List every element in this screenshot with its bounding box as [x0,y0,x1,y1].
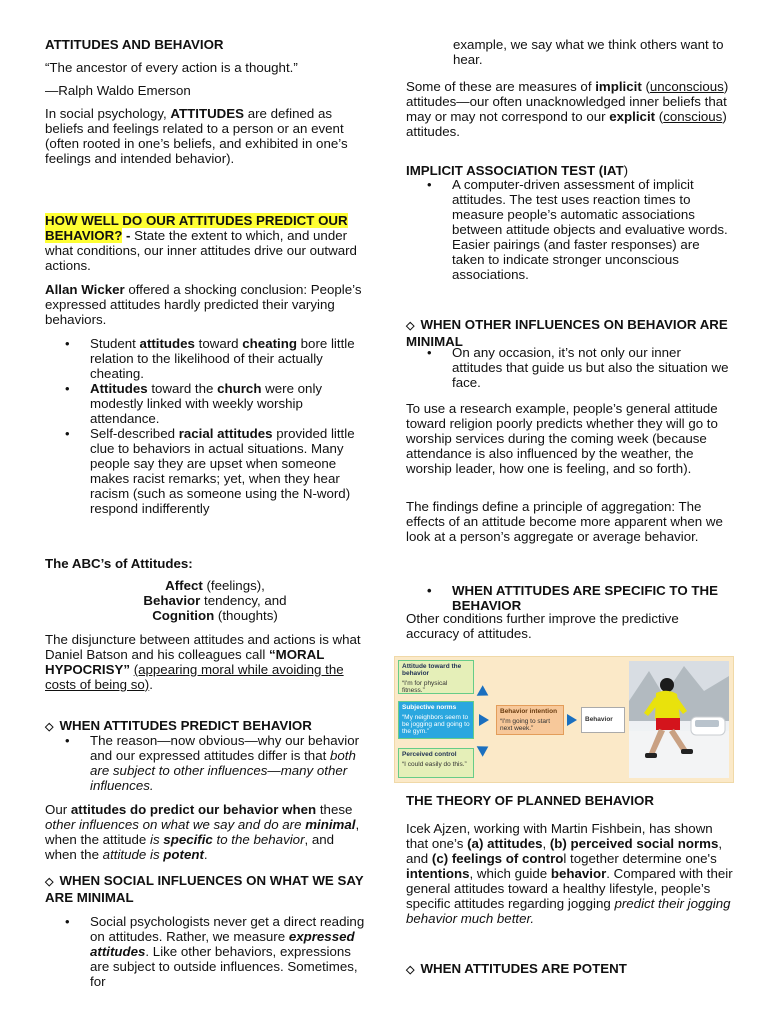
box-quote: “I'm going to start next week.” [500,718,551,732]
list-item: • Student attitudes toward cheating bore little relation to the likelihood of their actually cheating. [90,336,367,381]
highlighted-question: HOW WELL DO OUR ATTITUDES PREDICT OUR BEHAVIOR? [45,213,348,243]
attitudes-definition: In social psychology, ATTITUDES are defined as beliefs and feelings related to a person or an event (often rooted in one’s beliefs, and exhibited in one’s feelings and intended behavior). [45,106,348,166]
box-quote: “My neighbors seem to be jogging and going to the gym.” [402,714,470,735]
wicker-paragraph: Allan Wicker offered a shocking conclusion: People’s expressed attitudes hardly predicted their varying behaviors. [45,282,362,327]
abc-list [45,578,385,623]
list-item: • Self-described racial attitudes provided little clue to behaviors in actual situations. Many people say they are upset when someone makes racist remarks; yet, when they hear racism (such as someone using the N-word) respond indifferently [90,426,367,516]
box-title: Attitude toward the behavior [402,663,462,677]
box-quote: “I could easily do this.” [402,761,467,768]
social-list [90,914,367,989]
arrow-icon [477,741,492,756]
abc-affect: Affect (feelings), [165,578,265,593]
specific-paragraph: Other conditions further improve the predictive accuracy of attitudes. [406,611,679,641]
box-title: Perceived control [402,751,457,758]
epigraph-author: —Ralph Waldo Emerson [45,83,191,98]
box-title: Behavior [585,716,613,723]
heading-attitudes-specific: • WHEN ATTITUDES ARE SPECIFIC TO THE BEHAVIOR [452,583,734,613]
epigraph-quote: “The ancestor of every action is a thought.” [45,60,298,75]
question-paragraph: HOW WELL DO OUR ATTITUDES PREDICT OUR BEHAVIOR? - State the extent to which, and under what conditions, our inner attitudes drive our outward actions. [45,213,357,273]
box-subjective-norms [398,701,474,739]
moral-hypocrisy-paragraph: The disjuncture between attitudes and actions is what Daniel Batson and his colleagues call “MORAL HYPOCRISY” (appearing moral while avoiding the costs of being so). [45,632,361,692]
aggregation-paragraph: The findings define a principle of aggregation: The effects of an attitude become more apparent when we look at a person’s aggregate or average behavior. [406,499,723,544]
box-title: Subjective norms [402,704,457,711]
predict-paragraph: Our attitudes do predict our behavior when these other influences on what we say and do are minimal, when the attitude is specific to the behavior, and when the attitude is potent. [45,802,360,862]
specific-heading-list [452,583,734,613]
arrow-icon [477,685,492,700]
wicker-findings-list [90,336,367,516]
implicit-paragraph: Some of these are measures of implicit (unconscious) attitudes—our often unacknowledged inner beliefs that may or may not correspond to our explicit (conscious) attitudes. [406,79,729,139]
arrow-icon [479,714,489,726]
list-item: • Social psychologists never get a direct reading on attitudes. Rather, we measure expressed attitudes. Like other behaviors, expressions are subject to outside influences. Sometimes, for [90,914,367,989]
ajzen-paragraph: Icek Ajzen, working with Martin Fishbein, has shown that one’s (a) attitudes, (b) perceived social norms, and (c) feelings of control together determine one's intentions, which guide behavior. Compared with their general attitudes toward a healthy lifestyle, people’s specific attitudes regarding jogging predict their jogging behavior much better. [406,821,733,926]
tpb-title: THE THEORY OF PLANNED BEHAVIOR [406,793,654,808]
iat-list [452,177,734,282]
heading-other-influences: ◇ WHEN OTHER INFLUENCES ON BEHAVIOR ARE MINIMAL [406,317,734,349]
heading-attitudes-potent: ◇ WHEN ATTITUDES ARE POTENT [406,961,627,978]
heading-social-influences: ◇ WHEN SOCIAL INFLUENCES ON WHAT WE SAY ARE MINIMAL [45,873,367,905]
continued-text: example, we say what we think others want to hear. [453,37,724,67]
planned-behavior-figure [394,656,734,783]
abc-title: The ABC’s of Attitudes: [45,556,193,571]
box-title: Behavior intention [500,708,558,715]
abc-cognition: Cognition (thoughts) [152,608,278,623]
box-quote: “I'm for physical fitness.” [402,680,448,694]
other-list [452,345,734,390]
list-item: • Attitudes toward the church were only modestly linked with weekly worship attendance. [90,381,367,426]
box-attitude [398,660,474,694]
jogger-illustration [629,661,729,778]
box-behavior-intention [496,705,564,735]
heading-when-attitudes-predict: ◇ WHEN ATTITUDES PREDICT BEHAVIOR [45,718,312,735]
abc-behavior: Behavior tendency, and [143,593,287,608]
document-title: ATTITUDES AND BEHAVIOR [45,37,224,52]
predict-list [90,733,367,793]
list-item: • A computer-driven assessment of implicit attitudes. The test uses reaction times to measure people’s automatic associations between attitude objects and evaluative words. Easier pairings (and faster responses) are taken to indicate stronger unconscious associations. [452,177,734,282]
research-paragraph: To use a research example, people’s general attitude toward religion poorly predicts whether they will go to worship services during the coming week (because attendance is also influenced by the weather, the worship leader, how one is feeling, and so forth). [406,401,718,476]
box-perceived-control [398,748,474,778]
list-item: • On any occasion, it’s not only our inner attitudes that guide us but also the situation we face. [452,345,734,390]
jogger-photo [629,661,729,778]
iat-heading: IMPLICIT ASSOCIATION TEST (IAT) [406,163,629,178]
list-item: • The reason—now obvious—why our behavior and our expressed attitudes differ is that both are subject to other influences—many other influences. [90,733,367,793]
arrow-icon [567,714,577,726]
box-behavior [581,707,625,733]
